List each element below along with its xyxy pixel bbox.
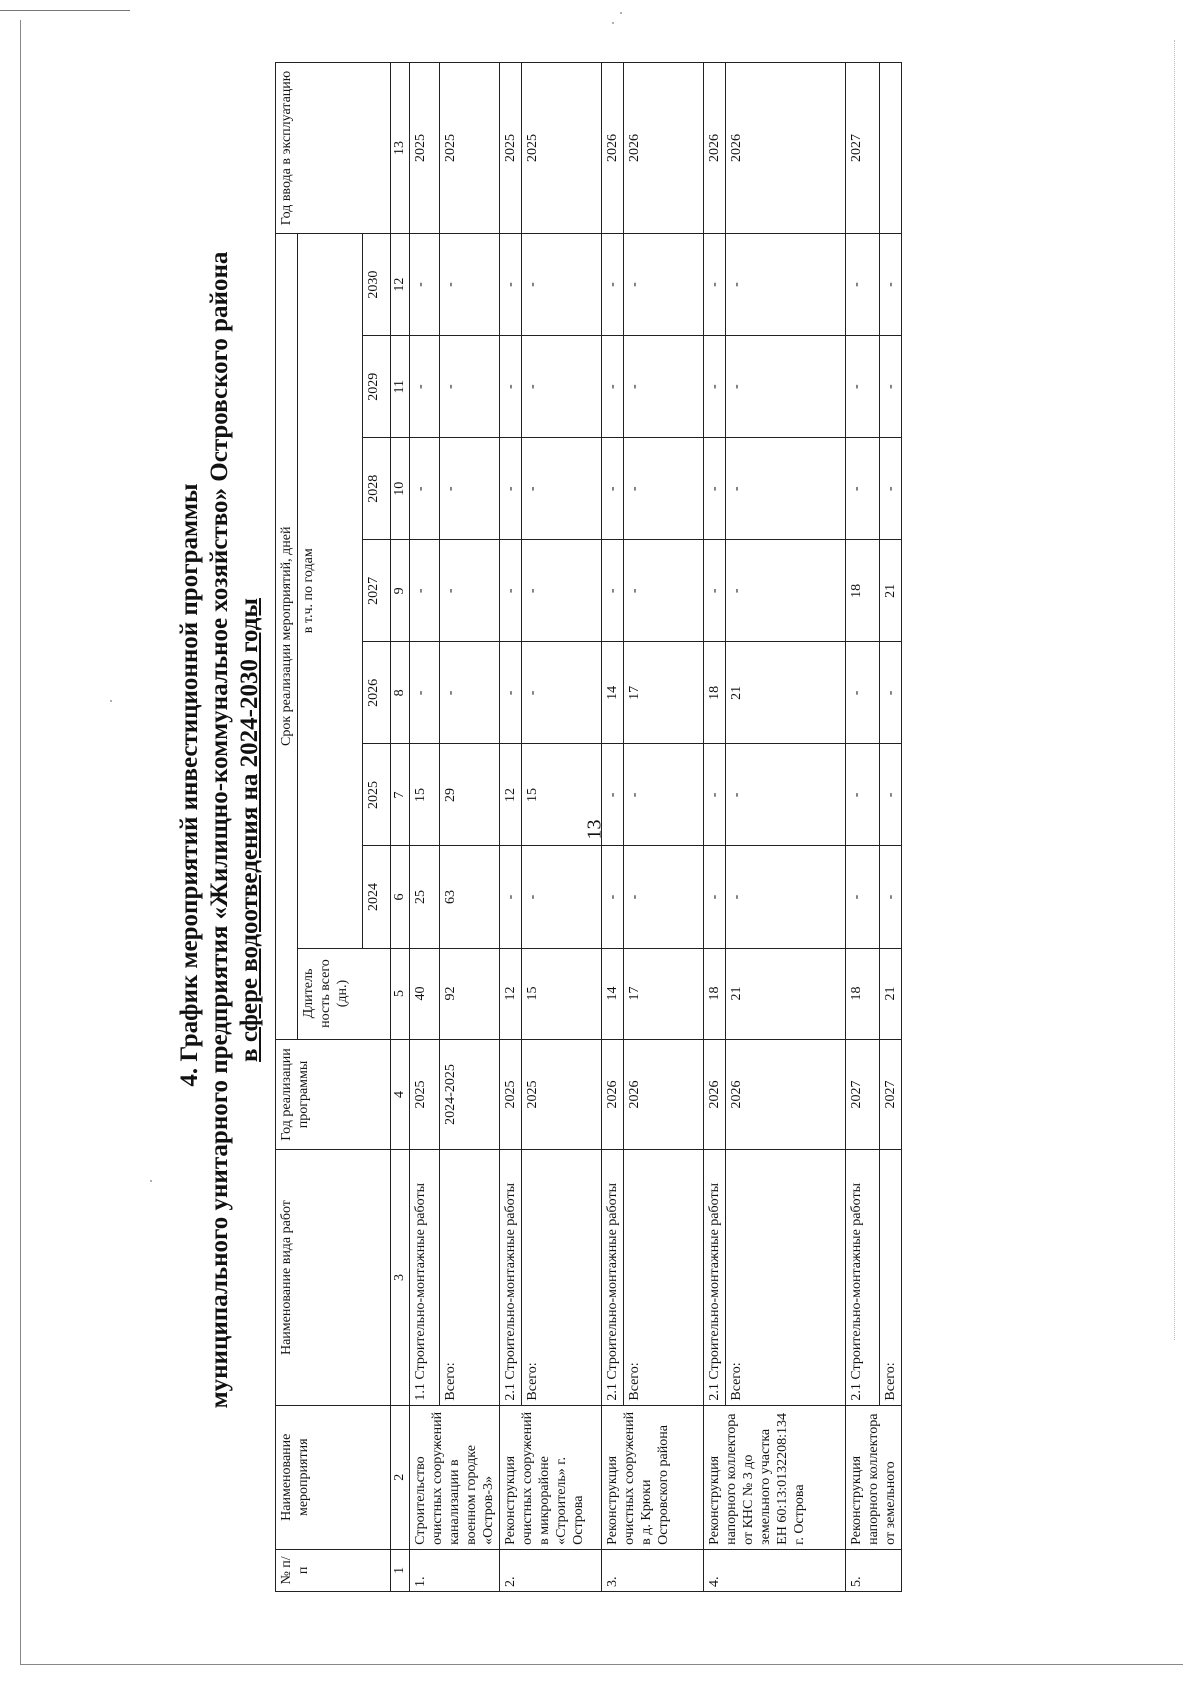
header-commission: Год ввода в эксплуатацию <box>276 63 391 234</box>
row-number: 5. <box>846 1549 902 1591</box>
duration-total: 18 <box>704 948 726 1039</box>
duration-total: 40 <box>410 948 440 1039</box>
duration-2024: 63 <box>440 846 500 948</box>
program-year: 2027 <box>880 1039 902 1150</box>
duration-2025: - <box>704 744 726 846</box>
duration-2026: 21 <box>726 642 846 744</box>
duration-2026: - <box>846 642 880 744</box>
header-year-2027: 2027 <box>363 540 391 642</box>
table-row <box>624 63 704 1592</box>
duration-2027: - <box>440 540 500 642</box>
document-title <box>175 20 265 1640</box>
column-number: 12 <box>391 233 410 335</box>
duration-2025: - <box>880 744 902 846</box>
work-type: Всего: <box>726 1150 846 1405</box>
duration-2024: - <box>624 846 704 948</box>
duration-2024: - <box>602 846 624 948</box>
duration-2025: - <box>846 744 880 846</box>
header-year-2025: 2025 <box>363 744 391 846</box>
duration-2026: - <box>410 642 440 744</box>
duration-2025: - <box>624 744 704 846</box>
table-row <box>440 63 500 1592</box>
schedule-table <box>275 62 902 1592</box>
commission-year: 2025 <box>440 63 500 234</box>
duration-2027: - <box>410 540 440 642</box>
duration-2029: - <box>624 336 704 438</box>
duration-2024: - <box>846 846 880 948</box>
commission-year: 2027 <box>846 63 880 234</box>
column-number: 2 <box>391 1405 410 1549</box>
duration-2025: 12 <box>500 744 522 846</box>
header-year-2026: 2026 <box>363 642 391 744</box>
duration-2029: - <box>522 336 602 438</box>
program-year: 2025 <box>410 1039 440 1150</box>
duration-2026: 17 <box>624 642 704 744</box>
duration-2030: - <box>704 233 726 335</box>
duration-total: 92 <box>440 948 500 1039</box>
duration-total: 12 <box>500 948 522 1039</box>
duration-2027: 21 <box>880 540 902 642</box>
row-number: 4. <box>704 1549 846 1591</box>
duration-2028: - <box>880 438 902 540</box>
program-year: 2025 <box>522 1039 602 1150</box>
duration-2026: - <box>440 642 500 744</box>
duration-total: 21 <box>726 948 846 1039</box>
header-year-2024: 2024 <box>363 846 391 948</box>
commission-year: 2026 <box>602 63 624 234</box>
header-name: Наименование мероприятия <box>276 1405 391 1549</box>
duration-2029: - <box>440 336 500 438</box>
column-number: 13 <box>391 63 410 234</box>
duration-2028: - <box>624 438 704 540</box>
duration-2025: 15 <box>410 744 440 846</box>
duration-2028: - <box>440 438 500 540</box>
duration-2029: - <box>500 336 522 438</box>
header-duration: Длитель ность всего (дн.) <box>298 948 391 1039</box>
commission-year: 2025 <box>410 63 440 234</box>
table-row <box>500 63 522 1592</box>
column-number: 3 <box>391 1150 410 1405</box>
header-work: Наименование вида работ <box>276 1150 391 1405</box>
page-number: 13 <box>583 819 606 840</box>
event-name: Реконструкция очистных сооружений в микрорайоне «Строитель» г. Острова <box>500 1405 602 1549</box>
work-type: Всего: <box>624 1150 704 1405</box>
duration-2025: 29 <box>440 744 500 846</box>
duration-2028: - <box>602 438 624 540</box>
work-type: 2.1 Строительно-монтажные работы <box>602 1150 624 1405</box>
duration-total: 18 <box>846 948 880 1039</box>
duration-2028: - <box>704 438 726 540</box>
column-number: 10 <box>391 438 410 540</box>
column-number: 6 <box>391 846 410 948</box>
duration-2029: - <box>880 336 902 438</box>
column-number: 7 <box>391 744 410 846</box>
column-number: 4 <box>391 1039 410 1150</box>
column-number: 11 <box>391 336 410 438</box>
duration-2026: - <box>880 642 902 744</box>
work-type: Всего: <box>880 1150 902 1405</box>
work-type: Всего: <box>440 1150 500 1405</box>
header-year-2029: 2029 <box>363 336 391 438</box>
program-year: 2027 <box>846 1039 880 1150</box>
duration-2025: - <box>602 744 624 846</box>
header-period: Срок реализации мероприятий, дней <box>276 233 298 1039</box>
table-row <box>726 63 846 1592</box>
duration-2030: - <box>880 233 902 335</box>
row-number: 1. <box>410 1549 500 1591</box>
duration-2028: - <box>500 438 522 540</box>
program-year: 2026 <box>624 1039 704 1150</box>
event-name: Реконструкция очистных сооружений в д. Крюки Островского района <box>602 1405 704 1549</box>
column-number: 1 <box>391 1549 410 1591</box>
work-type: 2.1 Строительно-монтажные работы <box>500 1150 522 1405</box>
duration-2027: - <box>500 540 522 642</box>
table-row <box>522 63 602 1592</box>
scan-speck <box>620 12 622 14</box>
duration-2024: - <box>522 846 602 948</box>
duration-2030: - <box>602 233 624 335</box>
program-year: 2026 <box>726 1039 846 1150</box>
duration-total: 14 <box>602 948 624 1039</box>
header-num: № п/п <box>276 1549 391 1591</box>
work-type: 2.1 Строительно-монтажные работы <box>704 1150 726 1405</box>
duration-total: 17 <box>624 948 704 1039</box>
commission-year: 2026 <box>704 63 726 234</box>
rotated-page <box>0 20 1200 1640</box>
header-year-2030: 2030 <box>363 233 391 335</box>
duration-2028: - <box>846 438 880 540</box>
column-number: 5 <box>391 948 410 1039</box>
duration-2024: - <box>880 846 902 948</box>
column-number: 8 <box>391 642 410 744</box>
duration-total: 15 <box>522 948 602 1039</box>
duration-2027: - <box>624 540 704 642</box>
duration-2027: 18 <box>846 540 880 642</box>
table-row <box>880 63 902 1592</box>
duration-2024: - <box>500 846 522 948</box>
table-row <box>846 63 880 1592</box>
duration-2027: - <box>522 540 602 642</box>
title-line-2: муниципального унитарного предприятия «Жилищно-коммунальное хозяйство» Островского района <box>206 251 233 1409</box>
commission-year <box>880 63 902 234</box>
duration-2029: - <box>602 336 624 438</box>
duration-2025: - <box>726 744 846 846</box>
duration-2030: - <box>624 233 704 335</box>
work-type: 1.1 Строительно-монтажные работы <box>410 1150 440 1405</box>
duration-2030: - <box>522 233 602 335</box>
header-year: Год реализации программы <box>276 1039 391 1150</box>
header-year-2028: 2028 <box>363 438 391 540</box>
table-row <box>602 63 624 1592</box>
duration-2030: - <box>726 233 846 335</box>
duration-2024: 25 <box>410 846 440 948</box>
work-type: Всего: <box>522 1150 602 1405</box>
duration-total: 21 <box>880 948 902 1039</box>
duration-2026: 14 <box>602 642 624 744</box>
duration-2029: - <box>410 336 440 438</box>
duration-2030: - <box>410 233 440 335</box>
program-year: 2026 <box>602 1039 624 1150</box>
event-name: Строительство очистных сооружений канализации в военном городке «Остров-3» <box>410 1405 500 1549</box>
duration-2027: - <box>726 540 846 642</box>
duration-2027: - <box>704 540 726 642</box>
program-year: 2025 <box>500 1039 522 1150</box>
duration-2028: - <box>726 438 846 540</box>
commission-year: 2025 <box>500 63 522 234</box>
title-line-1: 4. График мероприятий инвестиционной программы <box>176 483 203 1087</box>
duration-2027: - <box>602 540 624 642</box>
duration-2030: - <box>500 233 522 335</box>
table-row <box>704 63 726 1592</box>
duration-2028: - <box>522 438 602 540</box>
duration-2029: - <box>846 336 880 438</box>
work-type: 2.1 Строительно-монтажные работы <box>846 1150 880 1405</box>
commission-year: 2026 <box>624 63 704 234</box>
header-by-years: в т.ч. по годам <box>298 233 363 948</box>
table-row <box>410 63 440 1592</box>
event-name: Реконструкция напорного коллектора от земельного <box>846 1405 902 1549</box>
commission-year: 2025 <box>522 63 602 234</box>
duration-2026: - <box>522 642 602 744</box>
top-rule <box>0 10 130 11</box>
program-year: 2024-2025 <box>440 1039 500 1150</box>
row-number: 3. <box>602 1549 704 1591</box>
duration-2026: - <box>500 642 522 744</box>
duration-2030: - <box>846 233 880 335</box>
duration-2030: - <box>440 233 500 335</box>
title-line-3: в сфере водоотведения на 2024-2030 годы <box>236 598 263 1062</box>
duration-2024: - <box>726 846 846 948</box>
event-name: Реконструкция напорного коллектора от КНС № 3 до земельного участка ЕН 60:13:0132208:134 г. Острова <box>704 1405 846 1549</box>
duration-2024: - <box>704 846 726 948</box>
duration-2029: - <box>726 336 846 438</box>
duration-2029: - <box>704 336 726 438</box>
duration-2026: 18 <box>704 642 726 744</box>
column-number: 9 <box>391 540 410 642</box>
commission-year: 2026 <box>726 63 846 234</box>
program-year: 2026 <box>704 1039 726 1150</box>
duration-2025: 15 <box>522 744 602 846</box>
duration-2028: - <box>410 438 440 540</box>
row-number: 2. <box>500 1549 602 1591</box>
